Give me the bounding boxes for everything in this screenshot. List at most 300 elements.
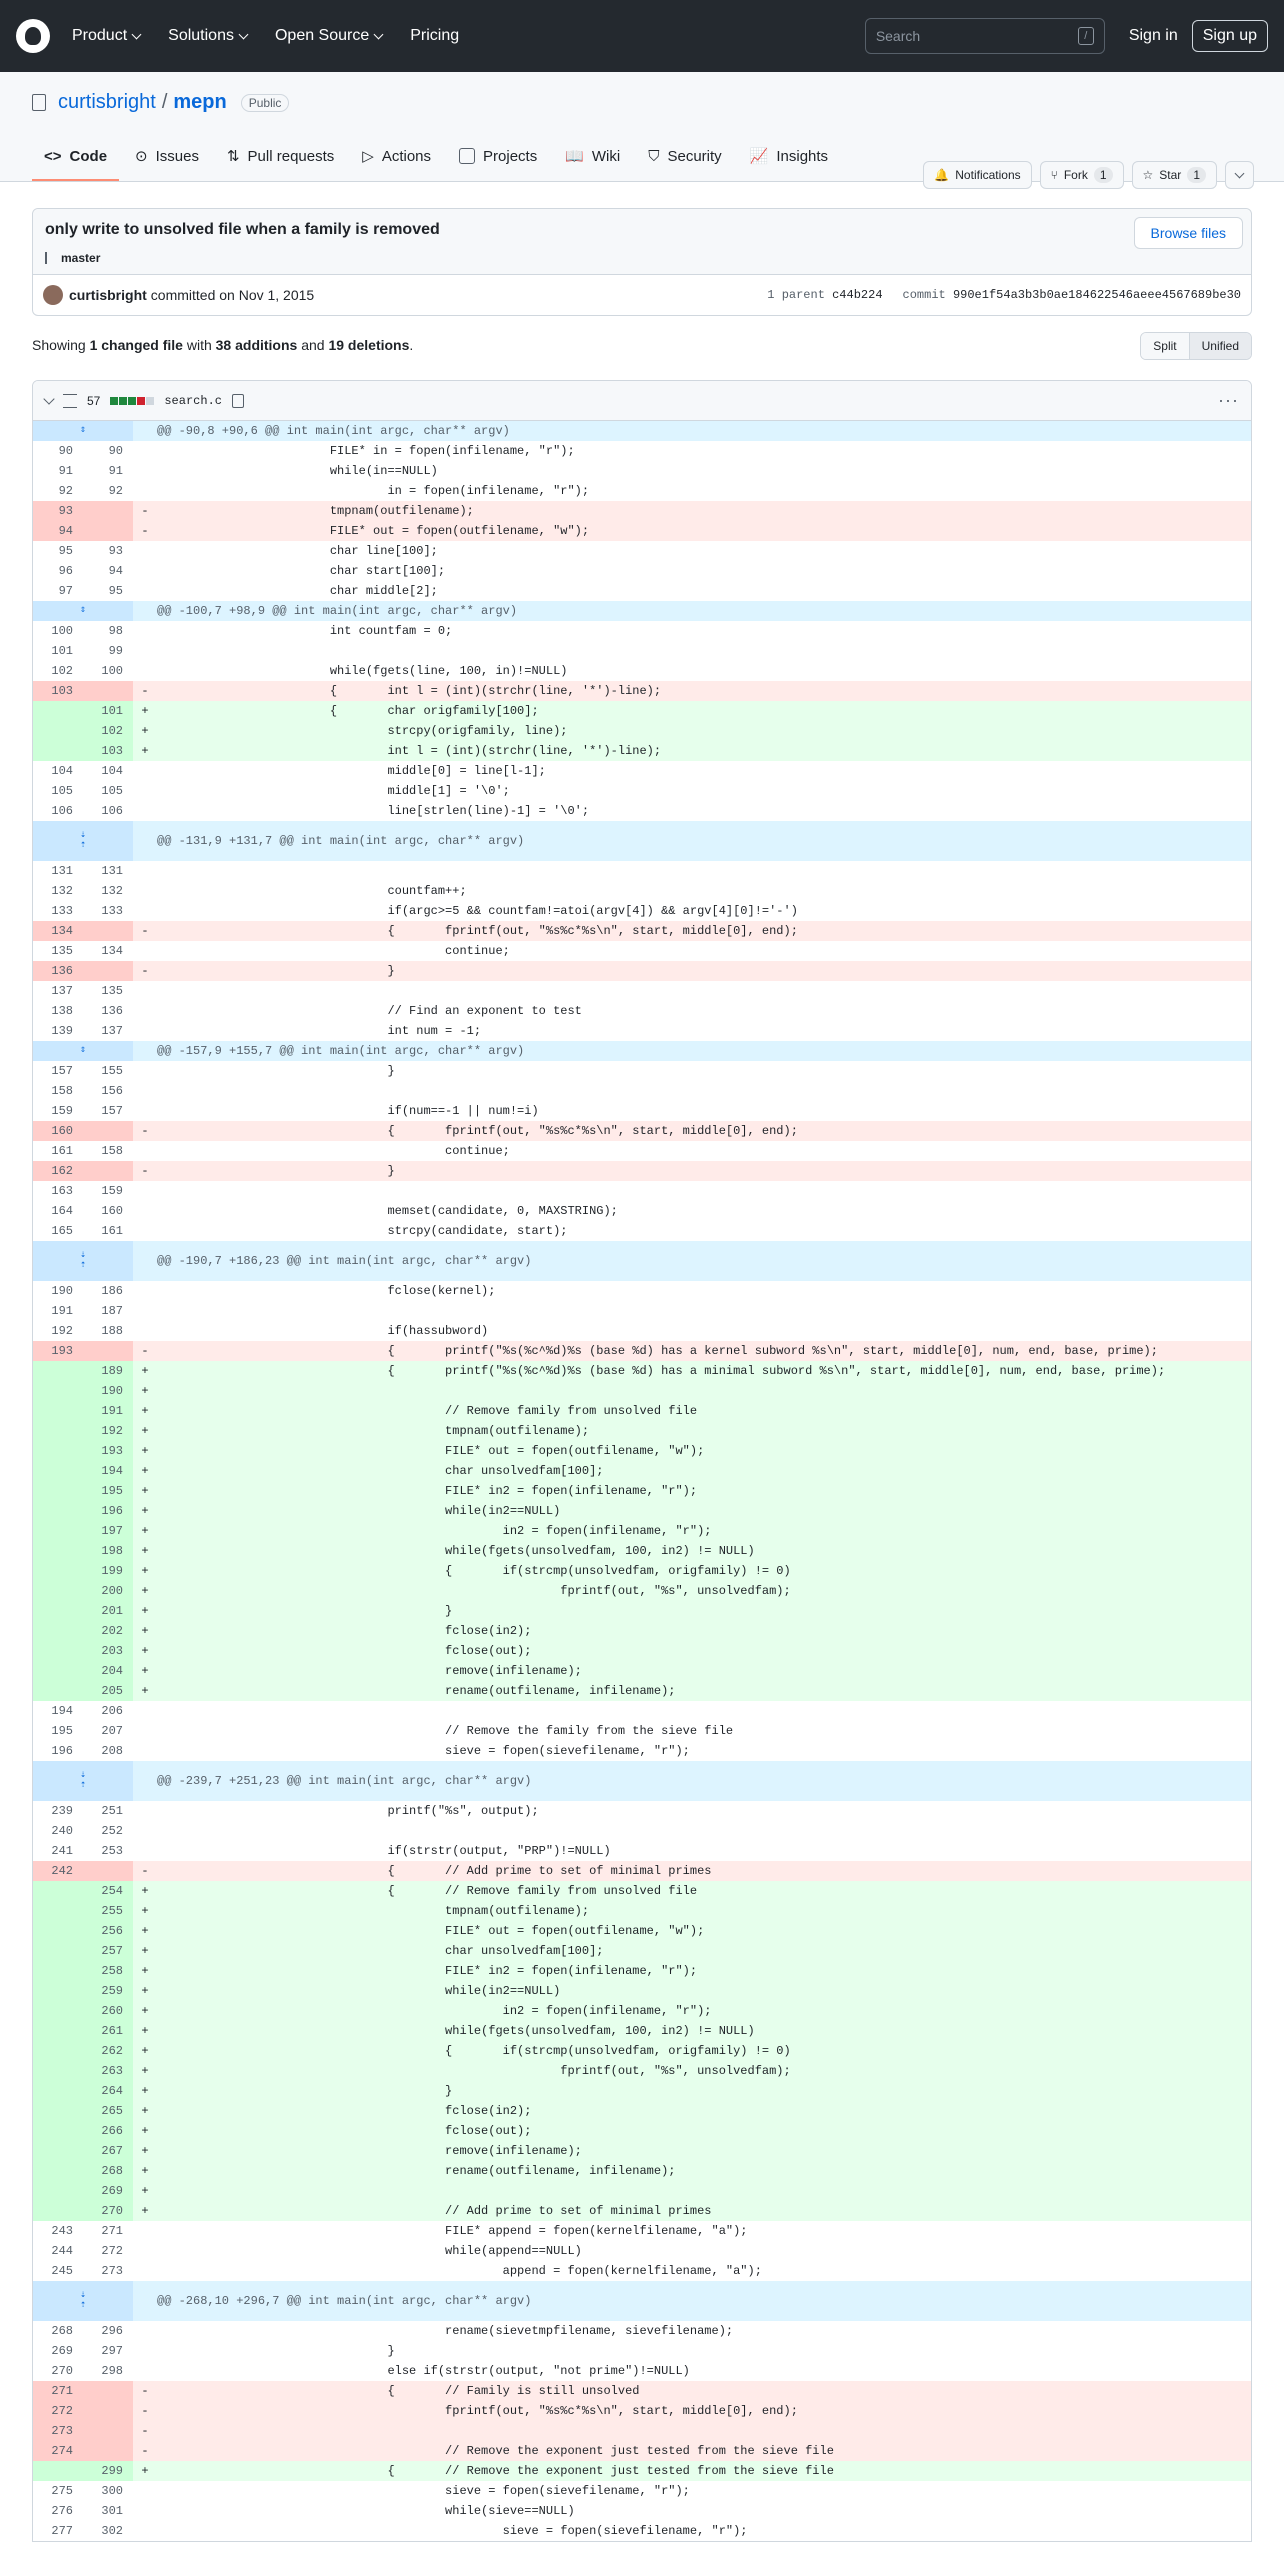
new-line-number[interactable]: 301 <box>101 2504 123 2518</box>
new-line-number[interactable] <box>83 2421 133 2441</box>
new-line-number[interactable]: 204 <box>83 1661 133 1681</box>
tab-code[interactable] <box>32 133 119 181</box>
code-text: strcpy(candidate, start); <box>157 1224 568 1238</box>
old-line-number[interactable] <box>33 2121 83 2141</box>
diff-marker <box>133 1061 157 1081</box>
old-line-number[interactable] <box>33 1641 83 1661</box>
old-line-number[interactable]: 135 <box>51 944 73 958</box>
new-line-number[interactable]: 132 <box>101 884 123 898</box>
diffstat-add-block <box>110 397 118 405</box>
new-line-number[interactable]: 161 <box>101 1224 123 1238</box>
old-line-number[interactable]: 131 <box>51 864 73 878</box>
new-line-number[interactable]: 270 <box>83 2201 133 2221</box>
new-line-number[interactable]: 198 <box>83 1541 133 1561</box>
new-line-number[interactable]: 156 <box>101 1084 123 1098</box>
parent-info <box>767 288 882 302</box>
new-line-number[interactable]: 131 <box>101 864 123 878</box>
old-line-number[interactable]: 194 <box>51 1704 73 1718</box>
new-line-number[interactable] <box>83 1861 133 1881</box>
old-line-number[interactable]: 93 <box>33 501 83 521</box>
copy-icon[interactable] <box>232 394 244 408</box>
old-line-number[interactable] <box>33 2101 83 2121</box>
expand-lines-icon[interactable]: ⇕ <box>33 601 133 621</box>
old-line-number[interactable]: 136 <box>33 961 83 981</box>
new-line-number[interactable]: 268 <box>83 2161 133 2181</box>
old-line-number[interactable] <box>33 1381 83 1401</box>
chevron-down-icon <box>374 29 384 39</box>
tab-label: Insights <box>776 147 829 165</box>
old-line-number[interactable] <box>33 721 83 741</box>
new-line-number[interactable]: 257 <box>83 1941 133 1961</box>
new-line-number[interactable]: 300 <box>101 2484 123 2498</box>
code-text: if(argc>=5 && countfam!=atoi(argv[4]) && argv[4][0]!='-') <box>157 904 798 918</box>
old-line-number[interactable]: 192 <box>51 1324 73 1338</box>
diff-marker <box>133 2341 157 2361</box>
old-line-number[interactable] <box>33 1961 83 1981</box>
old-line-number[interactable]: 271 <box>33 2381 83 2401</box>
nav-pricing[interactable] <box>410 27 459 45</box>
new-line-number[interactable]: 271 <box>101 2224 123 2238</box>
code-text: { // Remove family from unsolved file <box>157 1884 698 1898</box>
new-line-number[interactable]: 253 <box>101 1844 123 1858</box>
new-line-number[interactable]: 299 <box>83 2461 133 2481</box>
code-text: fprintf(out, "%s", unsolvedfam); <box>157 1584 791 1598</box>
new-line-number[interactable]: 95 <box>108 584 123 598</box>
old-line-number[interactable]: 240 <box>51 1824 73 1838</box>
nav-open-source[interactable] <box>275 27 382 45</box>
old-line-number[interactable]: 193 <box>33 1341 83 1361</box>
code-text: char line[100]; <box>157 544 438 558</box>
diff-marker: - <box>141 684 149 698</box>
old-line-number[interactable] <box>33 1661 83 1681</box>
new-line-number[interactable]: 137 <box>101 1024 123 1038</box>
old-line-number[interactable]: 162 <box>33 1161 83 1181</box>
code-text: // Remove the exponent just tested from the sieve file <box>157 2444 834 2458</box>
old-line-number[interactable] <box>33 1521 83 1541</box>
repo-icon <box>32 94 46 111</box>
new-line-number[interactable]: 189 <box>83 1361 133 1381</box>
hunk-text: @@ -268,10 +296,7 @@ int main(int argc, char** argv) <box>157 2294 532 2308</box>
old-line-number[interactable] <box>33 1401 83 1421</box>
old-line-number[interactable]: 159 <box>51 1104 73 1118</box>
code-text: char middle[2]; <box>157 584 438 598</box>
new-line-number[interactable]: 206 <box>101 1704 123 1718</box>
new-line-number[interactable] <box>83 681 133 701</box>
new-line-number[interactable]: 196 <box>83 1501 133 1521</box>
new-line-number[interactable]: 297 <box>101 2344 123 2358</box>
old-line-number[interactable]: 106 <box>51 804 73 818</box>
file-diff <box>32 380 1252 2542</box>
old-line-number[interactable] <box>33 1981 83 2001</box>
added-line <box>33 1461 1251 1481</box>
new-line-number[interactable] <box>83 1341 133 1361</box>
old-line-number[interactable]: 165 <box>51 1224 73 1238</box>
old-line-number[interactable]: 270 <box>51 2364 73 2378</box>
old-line-number[interactable]: 243 <box>51 2224 73 2238</box>
new-line-number[interactable]: 199 <box>83 1561 133 1581</box>
new-line-number[interactable]: 266 <box>83 2121 133 2141</box>
new-line-number[interactable]: 192 <box>83 1421 133 1441</box>
new-line-number[interactable]: 98 <box>108 624 123 638</box>
old-line-number[interactable]: 101 <box>51 644 73 658</box>
new-line-number[interactable]: 193 <box>83 1441 133 1461</box>
new-line-number[interactable]: 200 <box>83 1581 133 1601</box>
expand-lines-icon[interactable]: ⇕ <box>33 421 133 441</box>
new-line-number[interactable]: 188 <box>101 1324 123 1338</box>
new-line-number[interactable] <box>83 1121 133 1141</box>
old-line-number[interactable]: 239 <box>51 1804 73 1818</box>
new-line-number[interactable]: 267 <box>83 2141 133 2161</box>
parent-label: 1 parent <box>767 288 825 302</box>
new-line-number[interactable]: 100 <box>101 664 123 678</box>
old-line-number[interactable] <box>33 2021 83 2041</box>
new-line-number[interactable]: 93 <box>108 544 123 558</box>
old-line-number[interactable]: 105 <box>51 784 73 798</box>
context-line <box>33 1201 1251 1221</box>
old-line-number[interactable] <box>33 1941 83 1961</box>
old-line-number[interactable]: 102 <box>51 664 73 678</box>
new-line-number[interactable]: 273 <box>101 2264 123 2278</box>
old-line-number[interactable] <box>33 1921 83 1941</box>
commit-author[interactable]: curtisbright <box>69 287 147 303</box>
new-line-number[interactable]: 157 <box>101 1104 123 1118</box>
expand-lines-icon[interactable]: ⇣ ⇡ <box>33 2281 133 2321</box>
graph-icon: 📈 <box>749 148 769 165</box>
new-line-number[interactable]: 158 <box>101 1144 123 1158</box>
diff-marker: + <box>141 1404 149 1418</box>
notifications-button[interactable] <box>923 161 1031 189</box>
old-line-number[interactable]: 268 <box>51 2324 73 2338</box>
tab-security[interactable] <box>636 133 733 181</box>
unified-view-button[interactable]: Unified <box>1189 333 1251 359</box>
old-line-number[interactable] <box>33 2141 83 2161</box>
new-line-number[interactable]: 104 <box>101 764 123 778</box>
context-line <box>33 2261 1251 2281</box>
new-line-number[interactable]: 99 <box>108 644 123 658</box>
new-line-number[interactable]: 252 <box>101 1824 123 1838</box>
new-line-number[interactable]: 133 <box>101 904 123 918</box>
diff-marker: + <box>141 1944 149 1958</box>
old-line-number[interactable]: 274 <box>33 2441 83 2461</box>
new-line-number[interactable]: 191 <box>83 1401 133 1421</box>
star-dropdown-button[interactable] <box>1225 161 1254 189</box>
tab-projects[interactable] <box>447 133 549 181</box>
old-line-number[interactable] <box>33 2161 83 2181</box>
code-text: tmpnam(outfilename); <box>157 1424 590 1438</box>
old-line-number[interactable]: 275 <box>51 2484 73 2498</box>
old-line-number[interactable]: 242 <box>33 1861 83 1881</box>
old-line-number[interactable] <box>33 2181 83 2201</box>
code-text: FILE* out = fopen(outfilename, "w"); <box>157 1924 705 1938</box>
old-line-number[interactable] <box>33 2061 83 2081</box>
expand-lines-icon[interactable]: ⇣ ⇡ <box>33 1761 133 1801</box>
tab-wiki[interactable] <box>553 133 632 181</box>
more-options-icon[interactable]: ··· <box>1218 390 1239 410</box>
context-line <box>33 641 1251 661</box>
old-line-number[interactable]: 163 <box>51 1184 73 1198</box>
code-text: char unsolvedfam[100]; <box>157 1944 604 1958</box>
old-line-number[interactable] <box>33 1621 83 1641</box>
new-line-number[interactable]: 136 <box>101 1004 123 1018</box>
new-line-number[interactable]: 103 <box>83 741 133 761</box>
old-line-number[interactable]: 241 <box>51 1844 73 1858</box>
old-line-number[interactable]: 103 <box>33 681 83 701</box>
old-line-number[interactable]: 97 <box>58 584 73 598</box>
old-line-number[interactable] <box>33 1421 83 1441</box>
new-line-number[interactable]: 272 <box>101 2244 123 2258</box>
new-line-number[interactable]: 256 <box>83 1921 133 1941</box>
context-line <box>33 1141 1251 1161</box>
new-line-number[interactable] <box>83 2441 133 2461</box>
fork-button[interactable] <box>1040 161 1124 189</box>
old-line-number[interactable]: 94 <box>33 521 83 541</box>
new-line-number[interactable]: 263 <box>83 2061 133 2081</box>
diff-marker <box>133 1201 157 1221</box>
new-line-number[interactable]: 187 <box>101 1304 123 1318</box>
new-line-number[interactable] <box>83 961 133 981</box>
old-line-number[interactable]: 132 <box>51 884 73 898</box>
new-line-number[interactable]: 194 <box>83 1461 133 1481</box>
new-line-number[interactable]: 105 <box>101 784 123 798</box>
new-line-number[interactable]: 155 <box>101 1064 123 1078</box>
branch-label[interactable] <box>45 251 100 265</box>
expand-lines-icon[interactable]: ⇕ <box>33 1041 133 1061</box>
new-line-number[interactable]: 91 <box>108 464 123 478</box>
added-line <box>33 2041 1251 2061</box>
old-line-number[interactable]: 269 <box>51 2344 73 2358</box>
code-text <box>157 2181 1251 2201</box>
old-line-number[interactable]: 164 <box>51 1204 73 1218</box>
old-line-number[interactable] <box>33 741 83 761</box>
old-line-number[interactable]: 134 <box>33 921 83 941</box>
new-line-number[interactable]: 298 <box>101 2364 123 2378</box>
expand-lines-icon[interactable]: ⇣ ⇡ <box>33 1241 133 1281</box>
tab-pull-requests[interactable] <box>215 133 346 181</box>
context-line <box>33 1721 1251 1741</box>
new-line-number[interactable]: 296 <box>101 2324 123 2338</box>
tab-issues[interactable] <box>123 133 211 181</box>
new-line-number[interactable] <box>83 2381 133 2401</box>
added-line <box>33 2021 1251 2041</box>
old-line-number[interactable] <box>33 1901 83 1921</box>
old-line-number[interactable]: 160 <box>33 1121 83 1141</box>
repo-header <box>0 72 1284 182</box>
new-line-number[interactable]: 195 <box>83 1481 133 1501</box>
new-line-number[interactable]: 90 <box>108 444 123 458</box>
code-text <box>157 1701 1251 1721</box>
old-line-number[interactable]: 91 <box>58 464 73 478</box>
search-input[interactable] <box>865 18 1105 54</box>
old-line-number[interactable] <box>33 1881 83 1901</box>
nav-solutions[interactable] <box>168 27 247 45</box>
diff-marker <box>133 2241 157 2261</box>
old-line-number[interactable]: 90 <box>58 444 73 458</box>
diff-marker <box>133 581 157 601</box>
old-line-number[interactable]: 161 <box>51 1144 73 1158</box>
nav-product[interactable] <box>72 27 140 45</box>
diff-marker <box>133 461 157 481</box>
old-line-number[interactable] <box>33 1541 83 1561</box>
new-line-number[interactable]: 202 <box>83 1621 133 1641</box>
new-line-number[interactable]: 197 <box>83 1521 133 1541</box>
old-line-number[interactable]: 157 <box>51 1064 73 1078</box>
repo-name-link[interactable]: mepn <box>173 91 227 113</box>
global-nav <box>72 27 459 45</box>
new-line-number[interactable]: 205 <box>83 1681 133 1701</box>
new-line-number[interactable]: 94 <box>108 564 123 578</box>
expand-lines-icon[interactable]: ⇣ ⇡ <box>33 821 133 861</box>
new-line-number[interactable]: 259 <box>83 1981 133 2001</box>
old-line-number[interactable]: 104 <box>51 764 73 778</box>
old-line-number[interactable] <box>33 1681 83 1701</box>
summary-deletions: 19 deletions <box>328 337 410 353</box>
new-line-number[interactable]: 201 <box>83 1601 133 1621</box>
new-line-number[interactable]: 254 <box>83 1881 133 1901</box>
new-line-number[interactable]: 106 <box>101 804 123 818</box>
old-line-number[interactable]: 245 <box>51 2264 73 2278</box>
context-line <box>33 1281 1251 1301</box>
old-line-number[interactable] <box>33 1441 83 1461</box>
new-line-number[interactable]: 255 <box>83 1901 133 1921</box>
new-line-number[interactable]: 269 <box>83 2181 133 2201</box>
split-view-button[interactable]: Split <box>1141 333 1188 359</box>
code-text: in2 = fopen(infilename, "r"); <box>157 2004 712 2018</box>
new-line-number[interactable]: 207 <box>101 1724 123 1738</box>
old-line-number[interactable]: 139 <box>51 1024 73 1038</box>
new-line-number[interactable] <box>83 1161 133 1181</box>
old-line-number[interactable]: 158 <box>51 1084 73 1098</box>
old-line-number[interactable] <box>33 2461 83 2481</box>
old-line-number[interactable]: 133 <box>51 904 73 918</box>
diff-marker: + <box>141 1504 149 1518</box>
new-line-number[interactable]: 134 <box>101 944 123 958</box>
avatar[interactable] <box>43 285 63 305</box>
new-line-number[interactable]: 251 <box>101 1804 123 1818</box>
new-line-number[interactable]: 186 <box>101 1284 123 1298</box>
new-line-number[interactable]: 135 <box>101 984 123 998</box>
new-line-number[interactable]: 102 <box>83 721 133 741</box>
github-logo-icon[interactable] <box>16 19 50 53</box>
context-line <box>33 1221 1251 1241</box>
nav-label: Pricing <box>410 27 460 44</box>
new-line-number[interactable]: 208 <box>101 1744 123 1758</box>
old-line-number[interactable] <box>33 2081 83 2101</box>
new-line-number[interactable]: 258 <box>83 1961 133 1981</box>
diff-marker <box>133 561 157 581</box>
old-line-number[interactable] <box>33 1461 83 1481</box>
diff-marker <box>133 2501 157 2521</box>
old-line-number[interactable]: 273 <box>33 2421 83 2441</box>
old-line-number[interactable] <box>33 2041 83 2061</box>
old-line-number[interactable]: 100 <box>51 624 73 638</box>
old-line-number[interactable]: 272 <box>33 2401 83 2421</box>
new-line-number[interactable]: 203 <box>83 1641 133 1661</box>
code-text: } <box>157 2344 395 2358</box>
tab-actions[interactable] <box>350 133 443 181</box>
new-line-number[interactable]: 190 <box>83 1381 133 1401</box>
tab-label: Projects <box>483 147 538 165</box>
code-text: line[strlen(line)-1] = '\0'; <box>157 804 590 818</box>
new-line-number[interactable] <box>83 521 133 541</box>
old-line-number[interactable] <box>33 1601 83 1621</box>
old-line-number[interactable]: 195 <box>51 1724 73 1738</box>
old-line-number[interactable]: 196 <box>51 1744 73 1758</box>
old-line-number[interactable] <box>33 2001 83 2021</box>
new-line-number[interactable]: 260 <box>83 2001 133 2021</box>
diff-marker <box>133 1301 157 1321</box>
old-line-number[interactable] <box>33 1581 83 1601</box>
old-line-number[interactable]: 244 <box>51 2244 73 2258</box>
old-line-number[interactable]: 137 <box>51 984 73 998</box>
file-header <box>33 381 1251 421</box>
code-text: in = fopen(infilename, "r"); <box>157 484 590 498</box>
code-text: } <box>157 2084 453 2098</box>
old-line-number[interactable] <box>33 1481 83 1501</box>
old-line-number[interactable]: 138 <box>51 1004 73 1018</box>
collapse-chevron-icon[interactable] <box>43 393 54 404</box>
new-line-number[interactable]: 160 <box>101 1204 123 1218</box>
tab-label: Pull requests <box>247 147 335 165</box>
sign-in-link[interactable]: Sign in <box>1128 27 1178 44</box>
old-line-number[interactable]: 276 <box>51 2504 73 2518</box>
parent-sha-link[interactable]: c44b224 <box>832 288 883 302</box>
tab-insights[interactable] <box>738 133 840 181</box>
code-text: { // Add prime to set of minimal primes <box>157 1864 712 1878</box>
added-line <box>33 2201 1251 2221</box>
old-line-number[interactable]: 96 <box>58 564 73 578</box>
new-line-number[interactable]: 261 <box>83 2021 133 2041</box>
browse-files-button[interactable]: Browse files <box>1134 217 1243 249</box>
new-line-number[interactable]: 159 <box>101 1184 123 1198</box>
hunk-header <box>33 601 1251 621</box>
old-line-number[interactable] <box>33 1561 83 1581</box>
new-line-number[interactable] <box>83 501 133 521</box>
new-line-number[interactable]: 262 <box>83 2041 133 2061</box>
code-text: while(fgets(unsolvedfam, 100, in2) != NULL) <box>157 1544 755 1558</box>
deleted-line <box>33 501 1251 521</box>
hunk-text: @@ -131,9 +131,7 @@ int main(int argc, char** argv) <box>157 834 525 848</box>
bell-icon: 🔔 <box>934 168 950 182</box>
new-line-number[interactable]: 302 <box>101 2524 123 2538</box>
new-line-number[interactable]: 264 <box>83 2081 133 2101</box>
play-icon: ▷ <box>362 148 374 165</box>
old-line-number[interactable]: 191 <box>51 1304 73 1318</box>
new-line-number[interactable] <box>83 2401 133 2421</box>
file-name[interactable]: search.c <box>164 393 222 408</box>
old-line-number[interactable] <box>33 1361 83 1381</box>
star-button[interactable] <box>1132 161 1217 189</box>
new-line-number[interactable]: 92 <box>108 484 123 498</box>
old-line-number[interactable] <box>33 701 83 721</box>
new-line-number[interactable]: 265 <box>83 2101 133 2121</box>
repo-owner-link[interactable]: curtisbright <box>58 91 156 113</box>
old-line-number[interactable]: 190 <box>51 1284 73 1298</box>
deleted-line <box>33 2421 1251 2441</box>
old-line-number[interactable] <box>33 2201 83 2221</box>
expand-all-icon[interactable] <box>63 394 77 408</box>
old-line-number[interactable]: 277 <box>51 2524 73 2538</box>
new-line-number[interactable] <box>83 921 133 941</box>
diff-marker <box>133 1821 157 1841</box>
old-line-number[interactable]: 95 <box>58 544 73 558</box>
context-line <box>33 2521 1251 2541</box>
old-line-number[interactable]: 92 <box>58 484 73 498</box>
code-text: if(num==-1 || num!=i) <box>157 1104 539 1118</box>
new-line-number[interactable]: 101 <box>83 701 133 721</box>
added-line <box>33 1561 1251 1581</box>
old-line-number[interactable] <box>33 1501 83 1521</box>
sign-up-button[interactable]: Sign up <box>1192 20 1268 52</box>
